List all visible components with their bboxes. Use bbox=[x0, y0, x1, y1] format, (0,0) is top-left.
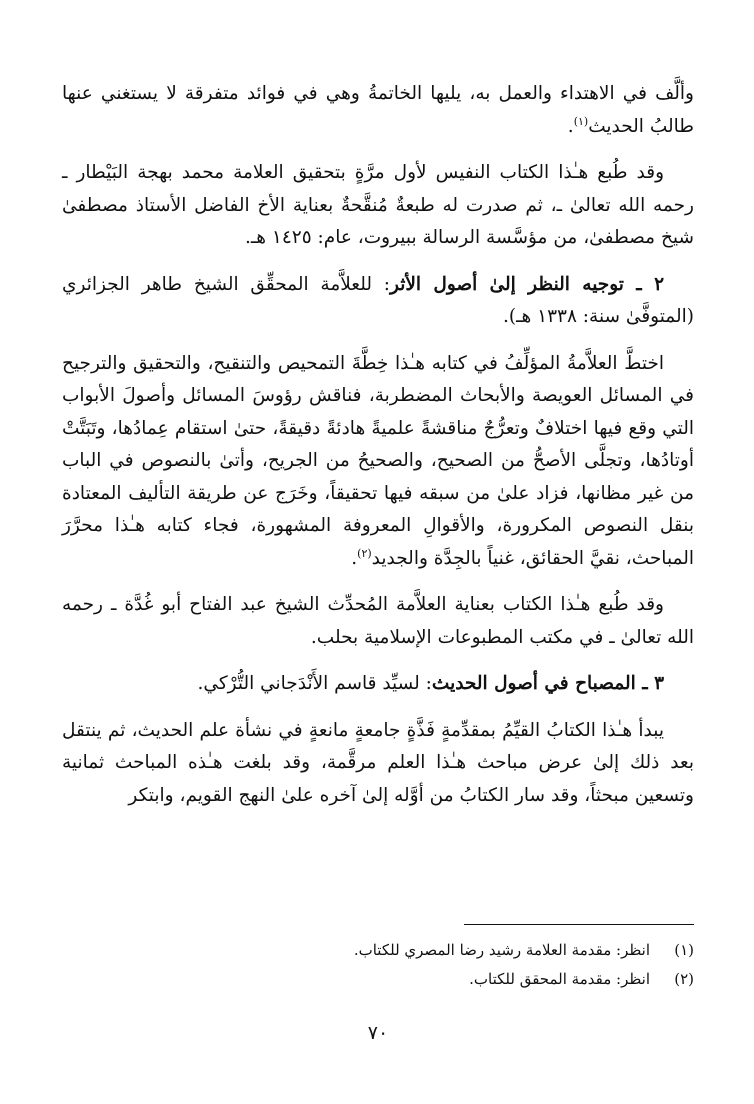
paragraph-text: اختطَّ العلاَّمةُ المؤلِّفُ في كتابه هـٰذا خِطَّةَ التمحيص والتنقيح، والتحقيق والترجيح في المسائل العويصة والأبحاث المضطربة، فناقش رؤوسَ المسائل وأصولَ الأبواب التي وقع فيها اختلافٌ وتعرُّجٌ مناقشةً علميةً هادئةً دقيقةً، حتىٰ استقام عِمادُها، وتَبَتَّتْ أوتادُها، وتجلَّى الأصحُّ من الصحيح، والصحيحُ من الجريح، وأتىٰ بالنصوص في الباب من غير مظانها، فزاد علىٰ من سبقه فيها تحقيقاً، وخَرَج عن طريقة التأليف المعتادة بنقل النصوص المكرورة، والأقوالِ المعروفة المشهورة، فجاء كتابه هـٰذا محرَّرَ المباحث، نقيَّ الحقائق، غنياً بالجِدَّة والجديد bbox=[62, 352, 694, 569]
paragraph-text: يبدأ هـٰذا الكتابُ القيِّمُ بمقدِّمةٍ فَذَّةٍ جامعةٍ مانعةٍ في نشأة علم الحديث، ثم ينتقل بعد ذلك إلىٰ عرض مباحث هـٰذا العلم مرقَّمة، وقد بلغت هـٰذه المباحث ثمانية وتسعين مبحثاً، وقد سار الكتابُ من أوَّله إلىٰ آخره علىٰ النهج القويم، وابتكر bbox=[62, 719, 694, 806]
footnote-text: انظر: مقدمة العلامة رشيد رضا المصري للكتاب. bbox=[353, 941, 650, 959]
paragraph-text: وقد طُبع هـٰذا الكتاب بعناية العلاَّمة المُحدِّث الشيخ عبد الفتاح أبو غُدَّة ـ رحمه الله تعالىٰ ـ في مكتب المطبوعات الإسلامية بحلب. bbox=[62, 594, 694, 648]
footnote bbox=[62, 936, 694, 965]
paragraph bbox=[62, 348, 694, 576]
footnote-number: (١) bbox=[674, 941, 694, 959]
paragraph-text: وألَّف في الاهتداء والعمل به، يليها الخاتمةُ وهي في فوائد متفرقة لا يستغني عنها طالبُ الحديث bbox=[62, 83, 694, 137]
paragraph bbox=[62, 78, 694, 143]
page-number: ٧٠ bbox=[367, 1022, 389, 1044]
paragraph-text: . bbox=[351, 547, 358, 569]
paragraph bbox=[62, 269, 694, 334]
paragraph bbox=[62, 589, 694, 654]
footnote-separator bbox=[464, 924, 694, 925]
book-page bbox=[62, 78, 694, 1058]
paragraph-text: وقد طُبع هـٰذا الكتاب النفيس لأول مرَّةٍ بتحقيق العلامة محمد بهجة البَيْطار ـ رحمه الله تعالىٰ ـ، ثم صدرت له طبعةٌ مُنقَّحةٌ بعناية الأخ الفاضل الأستاذ مصطفىٰ شيخ مصطفىٰ، من مؤسَّسة الرسالة ببيروت، عام: ١٤٢٥ هـ. bbox=[62, 162, 694, 248]
footnote-text: انظر: مقدمة المحقق للكتاب. bbox=[469, 970, 650, 988]
footnotes bbox=[62, 936, 694, 994]
paragraph-text: : للعلاَّمة المحقِّق الشيخ طاهر الجزائري (المتوفَّىٰ سنة: ١٣٣٨ هـ). bbox=[62, 273, 694, 327]
section-heading: ٢ ـ توجيه النظر إلىٰ أصول الأثر bbox=[390, 273, 664, 295]
paragraph bbox=[62, 668, 694, 701]
footnote-marker: (٢) bbox=[357, 546, 372, 560]
paragraph-text: . bbox=[567, 115, 574, 137]
paragraph bbox=[62, 157, 694, 255]
footnote-number: (٢) bbox=[674, 970, 694, 988]
paragraph bbox=[62, 715, 694, 813]
footnote-marker: (١) bbox=[573, 114, 589, 128]
section-heading: ٣ ـ المصباح في أصول الحديث bbox=[431, 673, 664, 694]
paragraph-text: : لسيِّد قاسم الأَنْدَجاني التُّرْكي. bbox=[197, 673, 432, 694]
footnote bbox=[62, 965, 694, 994]
body-text bbox=[62, 78, 694, 812]
